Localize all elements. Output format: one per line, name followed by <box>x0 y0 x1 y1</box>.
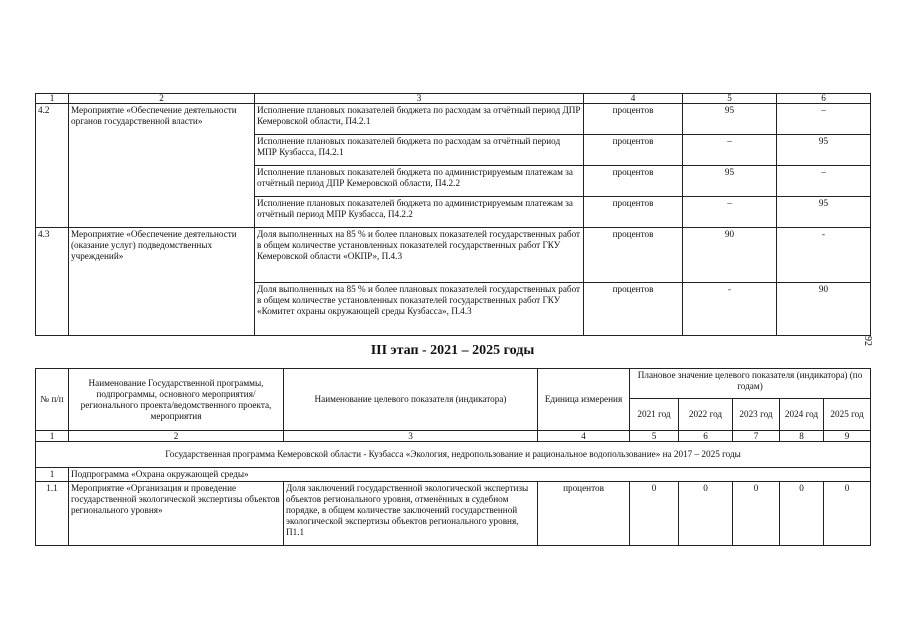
column-number: 4 <box>538 431 630 442</box>
value: 95 <box>777 197 871 228</box>
column-number: 3 <box>284 431 538 442</box>
column-number: 7 <box>733 431 780 442</box>
item-name: Мероприятие «Обеспечение деятельности органов государственной власти» <box>69 104 255 228</box>
column-number: 6 <box>777 94 871 104</box>
table-row <box>36 482 871 546</box>
program-name: Государственная программа Кемеровской области - Кузбасса «Экология, недропользование и рациональное водопользование» на 2017 – 2025 годы <box>36 442 871 468</box>
indicator-name: Исполнение плановых показателей бюджета по администрируемым платежам за отчётный период ДПР Кемеровской области, П4.2.2 <box>255 166 584 197</box>
unit: процентов <box>584 135 683 166</box>
unit: процентов <box>538 482 630 546</box>
indicator-name: Исполнение плановых показателей бюджета по расходам за отчётный период МПР Кузбасса, П4.2.1 <box>255 135 584 166</box>
header-row <box>36 369 871 399</box>
program-row <box>36 442 871 468</box>
column-number: 2 <box>69 94 255 104</box>
value-2022: 0 <box>679 482 733 546</box>
value: 95 <box>683 104 777 135</box>
column-number: 1 <box>36 94 69 104</box>
column-number: 3 <box>255 94 584 104</box>
column-number: 5 <box>630 431 679 442</box>
value: – <box>683 197 777 228</box>
indicators-table-stage3 <box>35 368 871 546</box>
header-year: 2021 год <box>630 399 679 431</box>
column-number: 6 <box>679 431 733 442</box>
value: - <box>683 283 777 336</box>
header-unit: Единица измерения <box>538 369 630 431</box>
unit: процентов <box>584 197 683 228</box>
value: – <box>777 166 871 197</box>
header-year: 2024 год <box>780 399 824 431</box>
column-number: 1 <box>36 431 69 442</box>
value: 95 <box>777 135 871 166</box>
item-number: 4.3 <box>36 228 69 336</box>
header-indicator: Наименование целевого показателя (индикатора) <box>284 369 538 431</box>
column-number: 9 <box>824 431 871 442</box>
value: 90 <box>683 228 777 283</box>
indicator-name: Доля выполненных на 85 % и более плановых показателей государственных работ в общем количестве установленных показателей государственных работ ГКУ «Комитет охраны окружающей среды Кузбасса», П.4.3 <box>255 283 584 336</box>
subprogram-number: 1 <box>36 468 69 482</box>
unit: процентов <box>584 283 683 336</box>
item-number: 4.2 <box>36 104 69 228</box>
header-name: Наименование Государственной программы, подпрограммы, основного мероприятия/регионального проекта/ведомственного проекта, мероприятия <box>69 369 284 431</box>
column-number: 5 <box>683 94 777 104</box>
column-number: 2 <box>69 431 284 442</box>
header-year: 2023 год <box>733 399 780 431</box>
header-planned-value: Плановое значение целевого показателя (индикатора) (по годам) <box>630 369 871 399</box>
header-number: № п/п <box>36 369 69 431</box>
value-2025: 0 <box>824 482 871 546</box>
stage-title: III этап - 2021 – 2025 годы <box>370 343 535 358</box>
column-number-row <box>36 431 871 442</box>
table-row <box>36 104 871 135</box>
header-year: 2022 год <box>679 399 733 431</box>
value: 95 <box>683 166 777 197</box>
indicators-table-stage2 <box>35 93 871 336</box>
unit: процентов <box>584 104 683 135</box>
indicator-name: Исполнение плановых показателей бюджета по расходам за отчётный период ДПР Кемеровской области, П4.2.1 <box>255 104 584 135</box>
indicator-name: Доля заключений государственной экологической экспертизы объектов регионального уровня, отменённых в судебном порядке, в общем количестве заключений государственной экологической экспертизы объектов регионального уровня, П1.1 <box>284 482 538 546</box>
header-year: 2025 год <box>824 399 871 431</box>
subprogram-name: Подпрограмма «Охрана окружающей среды» <box>69 468 871 482</box>
value: 90 <box>777 283 871 336</box>
indicator-name: Доля выполненных на 85 % и более плановых показателей государственных работ в общем количестве установленных показателей государственных работ ГКУ Кемеровской области «ОКПР», П.4.3 <box>255 228 584 283</box>
value: – <box>777 104 871 135</box>
unit: процентов <box>584 228 683 283</box>
item-name: Мероприятие «Организация и проведение государственной экологической экспертизы объектов регионального уровня» <box>69 482 284 546</box>
value: – <box>683 135 777 166</box>
page-number: 92 <box>862 336 873 346</box>
item-number: 1.1 <box>36 482 69 546</box>
item-name: Мероприятие «Обеспечение деятельности (оказание услуг) подведомственных учреждений» <box>69 228 255 336</box>
indicator-name: Исполнение плановых показателей бюджета по администрируемым платежам за отчётный период МПР Кузбасса, П4.2.2 <box>255 197 584 228</box>
table-row <box>36 228 871 283</box>
value-2023: 0 <box>733 482 780 546</box>
value-2021: 0 <box>630 482 679 546</box>
column-number-row <box>36 94 871 104</box>
value: - <box>777 228 871 283</box>
subprogram-row <box>36 468 871 482</box>
unit: процентов <box>584 166 683 197</box>
column-number: 8 <box>780 431 824 442</box>
value-2024: 0 <box>780 482 824 546</box>
column-number: 4 <box>584 94 683 104</box>
